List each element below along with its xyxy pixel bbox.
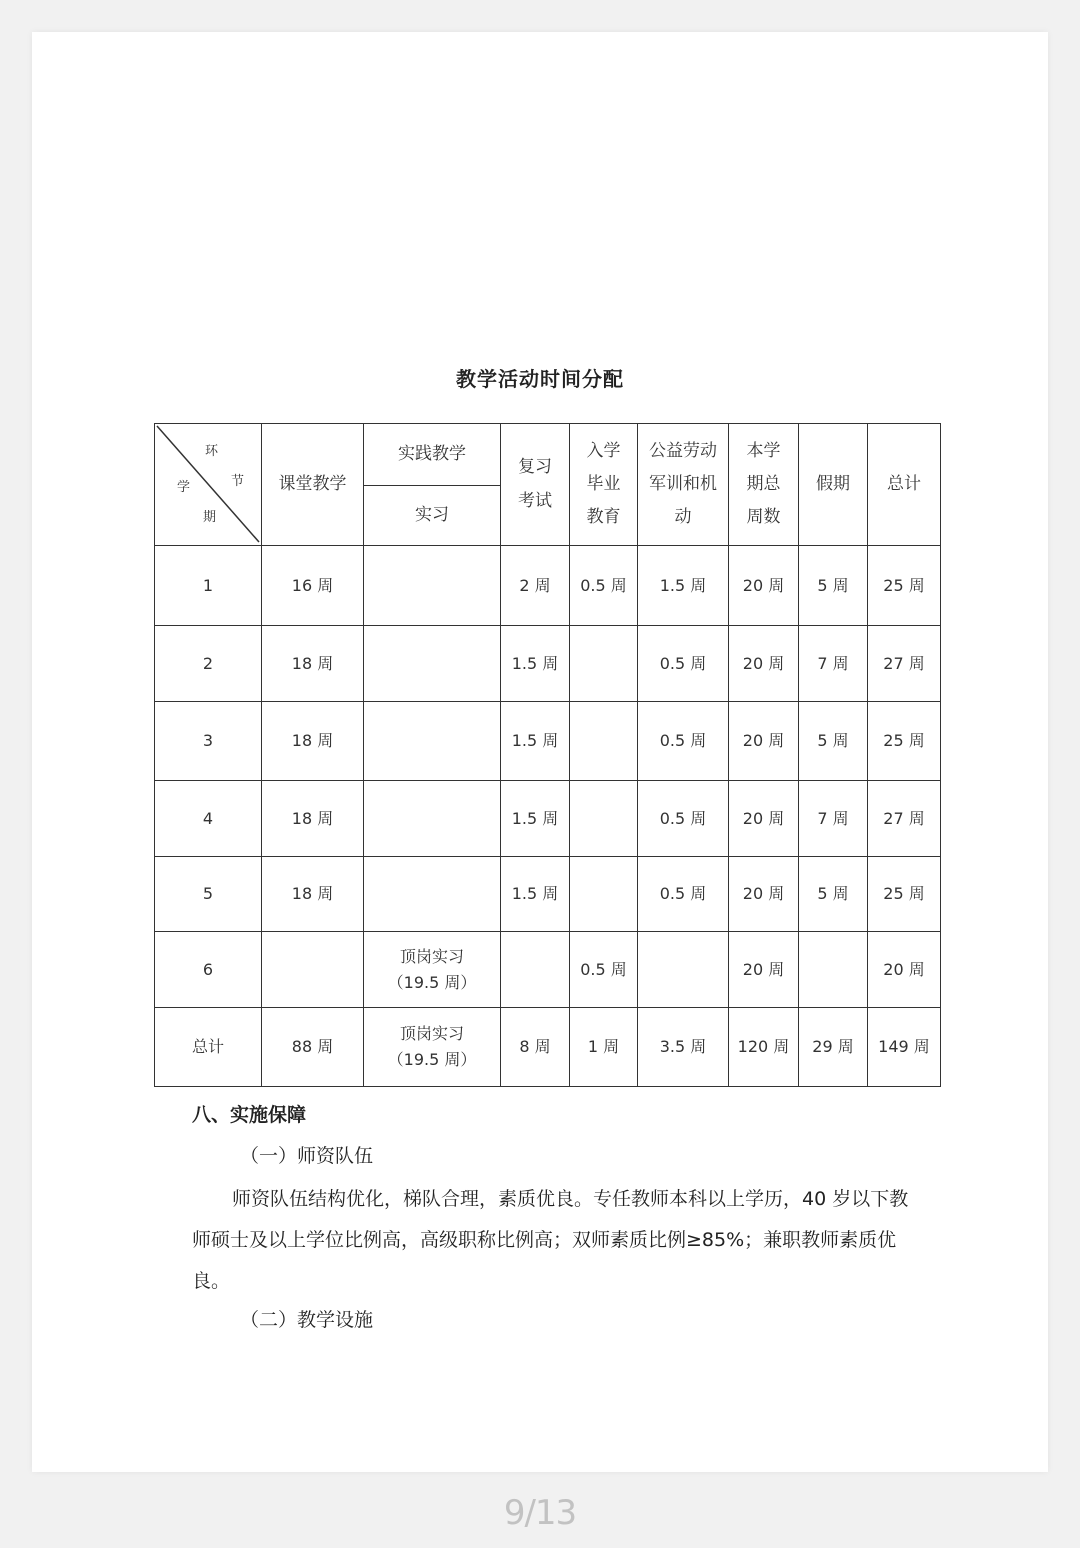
cell-enroll: [570, 781, 638, 857]
schedule-table: [154, 423, 941, 1087]
page-number: 9/13: [503, 1493, 577, 1533]
cell-practice: [364, 857, 501, 932]
cell-weeks: 20 周: [729, 546, 799, 626]
cell-weeks: 20 周: [729, 932, 799, 1008]
cell-classroom: [262, 932, 364, 1008]
header-enroll-line: 教育: [586, 507, 621, 528]
header-review: [501, 424, 570, 546]
cell-total: 20 周: [868, 932, 941, 1008]
cell-practice-line: 顶岗实习: [399, 946, 464, 966]
cell-practice-line: （19.5 周）: [387, 972, 477, 992]
cell-term: 1: [155, 546, 262, 626]
cell-classroom: 18 周: [262, 781, 364, 857]
cell-review: [501, 932, 570, 1008]
table-row: [155, 702, 941, 781]
header-review-text: 复习考试: [518, 457, 552, 511]
corner-label-left: 学: [177, 480, 191, 495]
cell-practice: [364, 546, 501, 626]
cell-holiday: 7 周: [799, 781, 868, 857]
header-total: 总计: [868, 424, 941, 546]
header-weeks-line: 本学: [746, 440, 781, 461]
cell-total: 27 周: [868, 626, 941, 702]
cell-practice: [364, 1008, 501, 1087]
cell-review: 1.5 周: [501, 702, 570, 781]
corner-label-right: 节: [231, 474, 245, 489]
cell-review: 2 周: [501, 546, 570, 626]
cell-weeks: 20 周: [729, 857, 799, 932]
header-classroom: 课堂教学: [262, 424, 364, 546]
cell-classroom: 88 周: [262, 1008, 364, 1087]
cell-classroom: 18 周: [262, 857, 364, 932]
cell-holiday: 5 周: [799, 702, 868, 781]
corner-label-top: 环: [205, 444, 219, 459]
table-row: [155, 781, 941, 857]
header-public-line: 动: [674, 507, 692, 528]
cell-practice-line: 顶岗实习: [399, 1024, 464, 1044]
cell-total: 25 周: [868, 546, 941, 626]
faculty-paragraph: 师资队伍结构优化，梯队合理，素质优良。专任教师本科以上学历，40 岁以下教师硕士及以上学位比例高，高级职称比例高；双师素质比例≥85%；兼职教师素质优良。: [192, 1188, 909, 1292]
corner-label-bottom: 期: [203, 510, 217, 525]
table-title: 教学活动时间分配: [456, 367, 624, 391]
cell-review: 1.5 周: [501, 857, 570, 932]
header-holiday: 假期: [799, 424, 868, 546]
cell-enroll: [570, 857, 638, 932]
cell-classroom: 18 周: [262, 702, 364, 781]
cell-enroll: 0.5 周: [570, 932, 638, 1008]
cell-term: 5: [155, 857, 262, 932]
table-row: [155, 626, 941, 702]
cell-enroll: [570, 702, 638, 781]
cell-term: 6: [155, 932, 262, 1008]
cell-practice: [364, 702, 501, 781]
cell-term: 3: [155, 702, 262, 781]
cell-public: 0.5 周: [638, 857, 729, 932]
header-weeks-line: 周数: [746, 507, 781, 528]
cell-public: 3.5 周: [638, 1008, 729, 1087]
cell-review: 1.5 周: [501, 626, 570, 702]
cell-total: 149 周: [868, 1008, 941, 1087]
cell-term: 总计: [155, 1008, 262, 1087]
cell-classroom: 18 周: [262, 626, 364, 702]
cell-practice: [364, 626, 501, 702]
header-public-labor: [638, 424, 729, 546]
corner-header-cell: [155, 424, 262, 546]
table-row: [155, 546, 941, 626]
table-row-total: [155, 1008, 941, 1087]
header-total-weeks: [729, 424, 799, 546]
cell-enroll: 0.5 周: [570, 546, 638, 626]
cell-enroll: [570, 626, 638, 702]
cell-holiday: 5 周: [799, 857, 868, 932]
cell-holiday: 29 周: [799, 1008, 868, 1087]
cell-public: 0.5 周: [638, 626, 729, 702]
subsection-heading-faculty: （一）师资队伍: [240, 1145, 374, 1167]
cell-public: 1.5 周: [638, 546, 729, 626]
cell-term: 2: [155, 626, 262, 702]
section-heading: 八、实施保障: [192, 1104, 307, 1126]
cell-holiday: 7 周: [799, 626, 868, 702]
header-enroll-line: 入学: [586, 440, 621, 461]
cell-public: 0.5 周: [638, 702, 729, 781]
cell-classroom: 16 周: [262, 546, 364, 626]
cell-holiday: 5 周: [799, 546, 868, 626]
cell-practice: [364, 781, 501, 857]
cell-total: 27 周: [868, 781, 941, 857]
cell-weeks: 20 周: [729, 702, 799, 781]
cell-public: [638, 932, 729, 1008]
header-weeks-line: 期总: [746, 473, 781, 494]
cell-practice-line: （19.5 周）: [387, 1050, 477, 1069]
cell-term: 4: [155, 781, 262, 857]
header-practice-sub: 实习: [364, 486, 501, 546]
cell-review: 1.5 周: [501, 781, 570, 857]
cell-enroll: 1 周: [570, 1008, 638, 1087]
header-public-line: 公益劳动: [649, 440, 717, 461]
header-enroll-line: 毕业: [586, 473, 621, 494]
subsection-heading-facilities: （二）教学设施: [240, 1309, 374, 1331]
cell-review: 8 周: [501, 1008, 570, 1087]
cell-weeks: 20 周: [729, 781, 799, 857]
header-public-line: 军训和机: [649, 473, 717, 494]
cell-weeks: 120 周: [729, 1008, 799, 1087]
cell-practice: [364, 932, 501, 1008]
cell-weeks: 20 周: [729, 626, 799, 702]
header-enroll: [570, 424, 638, 546]
cell-total: 25 周: [868, 702, 941, 781]
table-row: [155, 932, 941, 1008]
cell-total: 25 周: [868, 857, 941, 932]
cell-holiday: [799, 932, 868, 1008]
table-row: [155, 857, 941, 932]
header-practice: 实践教学: [364, 424, 501, 486]
cell-public: 0.5 周: [638, 781, 729, 857]
